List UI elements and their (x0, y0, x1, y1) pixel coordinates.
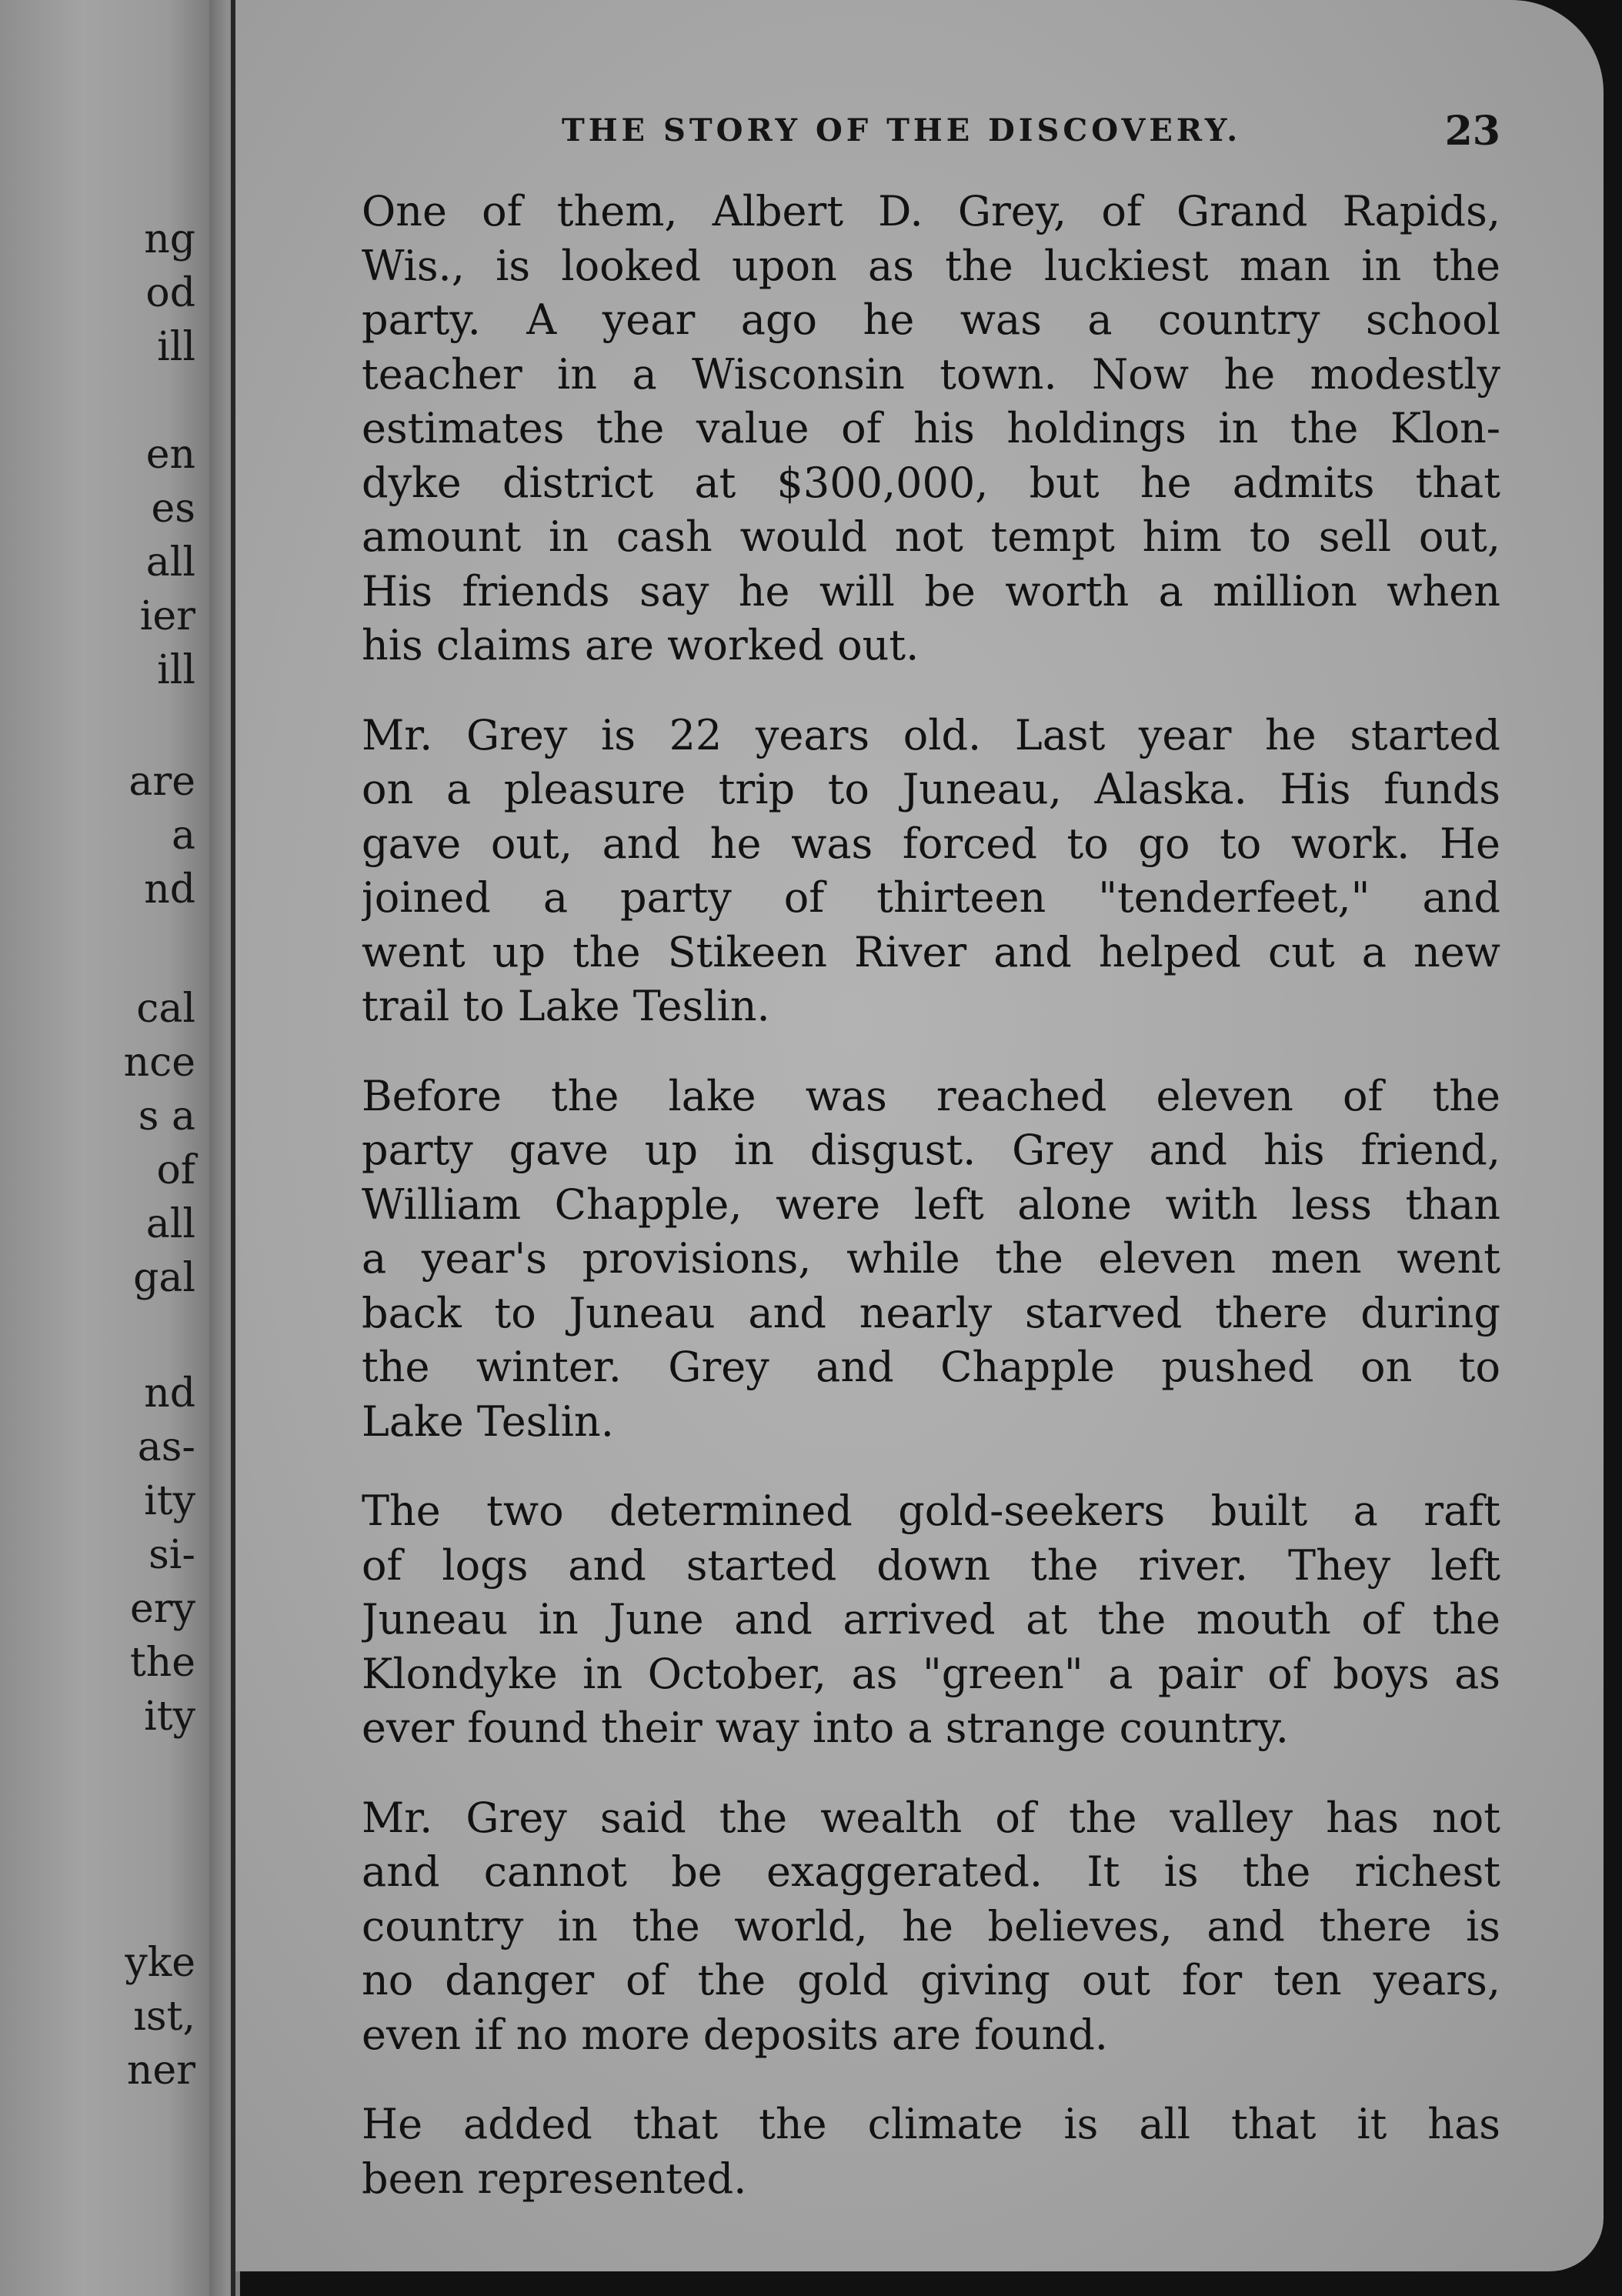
text-line: William Chapple, were left alone with less than (362, 1180, 1500, 1229)
text-line: been represented. (362, 2154, 747, 2203)
previous-page-fragment: as- (137, 1424, 195, 1470)
text-line: Before the lake was reached eleven of the (362, 1071, 1500, 1120)
paragraph (362, 1791, 1500, 2063)
text-line: back to Juneau and nearly starved there during (362, 1288, 1500, 1337)
running-title: THE STORY OF THE DISCOVERY. (562, 112, 1242, 149)
text-line: estimates the value of his holdings in the Klon- (362, 404, 1500, 452)
previous-page-fragment: ng (144, 216, 195, 262)
text-line: The two determined gold-seekers built a raft (362, 1487, 1500, 1535)
previous-page-fragment: nce (123, 1040, 195, 1086)
paragraph (362, 1484, 1500, 1756)
page-number: 23 (1444, 108, 1500, 155)
text-line: teacher in a Wisconsin town. Now he modestly (362, 349, 1500, 399)
previous-page-fragment: of (156, 1147, 195, 1193)
previous-page-fragment: ery (129, 1586, 195, 1632)
body-text (362, 185, 1500, 2241)
previous-page-fragment: the (129, 1640, 195, 1686)
previous-page-fragment: a (171, 813, 195, 859)
previous-page-fragment: s a (138, 1093, 195, 1140)
text-line: He added that the climate is all that it has (362, 2100, 1500, 2148)
text-line: Mr. Grey said the wealth of the valley has not (362, 1793, 1500, 1842)
previous-page-fragment: od (145, 270, 195, 316)
text-line: party gave up in disgust. Grey and his friend, (362, 1126, 1500, 1174)
previous-page-fragment: yke (125, 1940, 195, 1986)
text-line: and cannot be exaggerated. It is the richest (362, 1847, 1500, 1896)
previous-page-fragment: en (145, 432, 195, 478)
previous-page-fragment: ier (139, 593, 195, 639)
text-line: went up the Stikeen River and helped cut a new (362, 927, 1500, 976)
previous-page-fragment: si- (149, 1532, 195, 1578)
text-line: Wis., is looked upon as the luckiest man in the (362, 241, 1500, 290)
previous-page-edge (0, 0, 209, 2296)
text-line: country in the world, he believes, and there is (362, 1901, 1500, 1951)
text-line: no danger of the gold giving out for ten years, (362, 1956, 1500, 2004)
previous-page-fragment: ity (144, 1694, 195, 1740)
previous-page-fragment: cal (136, 986, 195, 1032)
text-line: a year's provisions, while the eleven men went (362, 1234, 1500, 1283)
text-line: His friends say he will be worth a million when (362, 566, 1500, 616)
previous-page-fragment: nd (144, 1370, 195, 1417)
previous-page-fragment: ill (157, 647, 195, 693)
text-line: his claims are worked out. (362, 621, 919, 669)
paragraph (362, 2097, 1500, 2206)
previous-page-fragment: ity (144, 1478, 195, 1524)
text-line: on a pleasure trip to Juneau, Alaska. His funds (362, 765, 1500, 813)
previous-page-fragment: gal (133, 1255, 195, 1301)
text-line: amount in cash would not tempt him to sell out, (362, 512, 1500, 561)
text-line: of logs and started down the river. They left (362, 1540, 1500, 1590)
text-line: party. A year ago he was a country school (362, 295, 1500, 344)
text-line: Klondyke in October, as "green" a pair of boys as (362, 1649, 1500, 1698)
paragraph (362, 185, 1500, 673)
previous-page-fragment: ill (157, 324, 195, 370)
previous-page-fragment: nd (144, 866, 195, 913)
text-line: even if no more deposits are found. (362, 2010, 1108, 2059)
paragraph (362, 1070, 1500, 1450)
text-line: dyke district at $300,000, but he admits that (362, 458, 1500, 507)
text-line: joined a party of thirteen "tenderfeet," and (362, 873, 1500, 922)
previous-page-fragment: all (145, 539, 195, 586)
previous-page-fragment: ıst, (133, 1994, 195, 2040)
text-line: ever found their way into a strange country. (362, 1704, 1289, 1752)
text-line: the winter. Grey and Chapple pushed on to (362, 1343, 1500, 1391)
previous-page-fragment: es (151, 486, 195, 532)
paragraph (362, 709, 1500, 1034)
text-line: gave out, and he was forced to go to work. He (362, 819, 1500, 868)
previous-page-fragment: ner (126, 2047, 195, 2094)
text-line: Juneau in June and arrived at the mouth of the (362, 1595, 1500, 1644)
previous-page-fragment: all (145, 1201, 195, 1247)
text-line: Mr. Grey is 22 years old. Last year he started (362, 710, 1500, 759)
text-line: One of them, Albert D. Grey, of Grand Rapids, (362, 187, 1500, 235)
text-line: trail to Lake Teslin. (362, 982, 770, 1030)
previous-page-fragment: are (128, 759, 195, 805)
text-line: Lake Teslin. (362, 1397, 614, 1446)
